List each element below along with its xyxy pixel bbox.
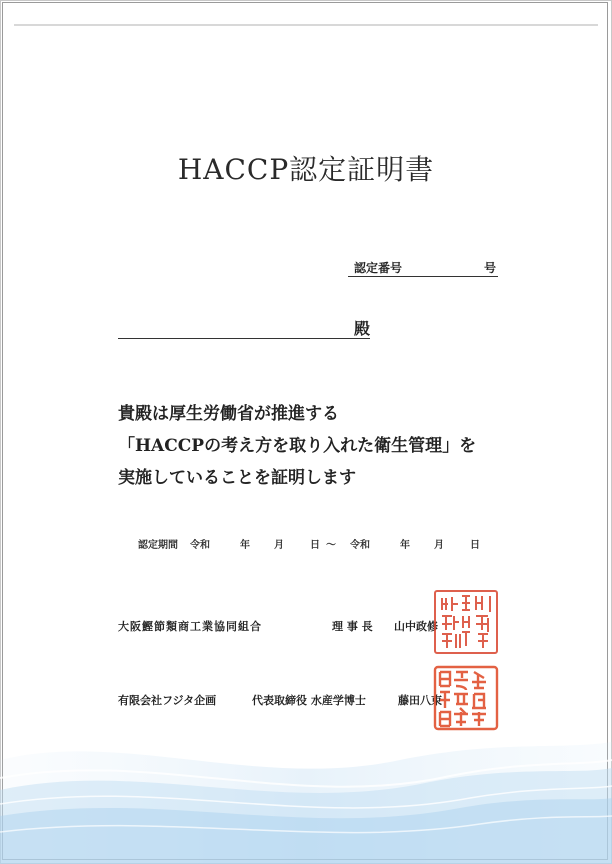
issuer-1-role: 理 事 長 [332,620,373,633]
issuer-1-seal [432,588,500,656]
issuer-1-org: 大阪鰹節類商工業協同組合 [118,620,262,633]
certificate-number-suffix: 号 [483,261,496,275]
certificate-body [118,398,476,494]
issuer-1-name: 山中政修 [394,620,438,633]
body-line-1: 貴殿は厚生労働省が推進する [118,404,339,424]
issuer-2-name: 藤田八束 [398,694,442,707]
top-rule [14,24,598,26]
body-line-3: 実施していることを証明します [118,468,356,488]
period-month-end: 月 [434,540,444,551]
decorative-wave-background [0,720,612,864]
period-day-start: 日 [310,540,320,551]
issuer-2-role: 代表取締役 水産学博士 [252,694,366,707]
body-line-2: 「HACCPの考え方を取り入れた衛生管理」を [118,436,477,456]
period-year-start: 年 [240,540,250,551]
period-label: 認定期間 [138,540,178,551]
period-year-end: 年 [400,540,410,551]
certificate-number-label: 認定番号 [354,261,403,275]
period-month-start: 月 [274,540,284,551]
period-era-start: 令和 [190,540,210,551]
period-era-end: 令和 [350,540,370,551]
period-tilde: 〜 [326,540,336,551]
page-title: HACCP認定証明書 [177,153,435,186]
issuer-2-org: 有限会社フジタ企画 [118,694,217,707]
recipient-honorific: 殿 [353,319,370,338]
recipient-line [118,316,370,339]
period-day-end: 日 [470,540,480,551]
certificate-number-field [348,256,498,277]
